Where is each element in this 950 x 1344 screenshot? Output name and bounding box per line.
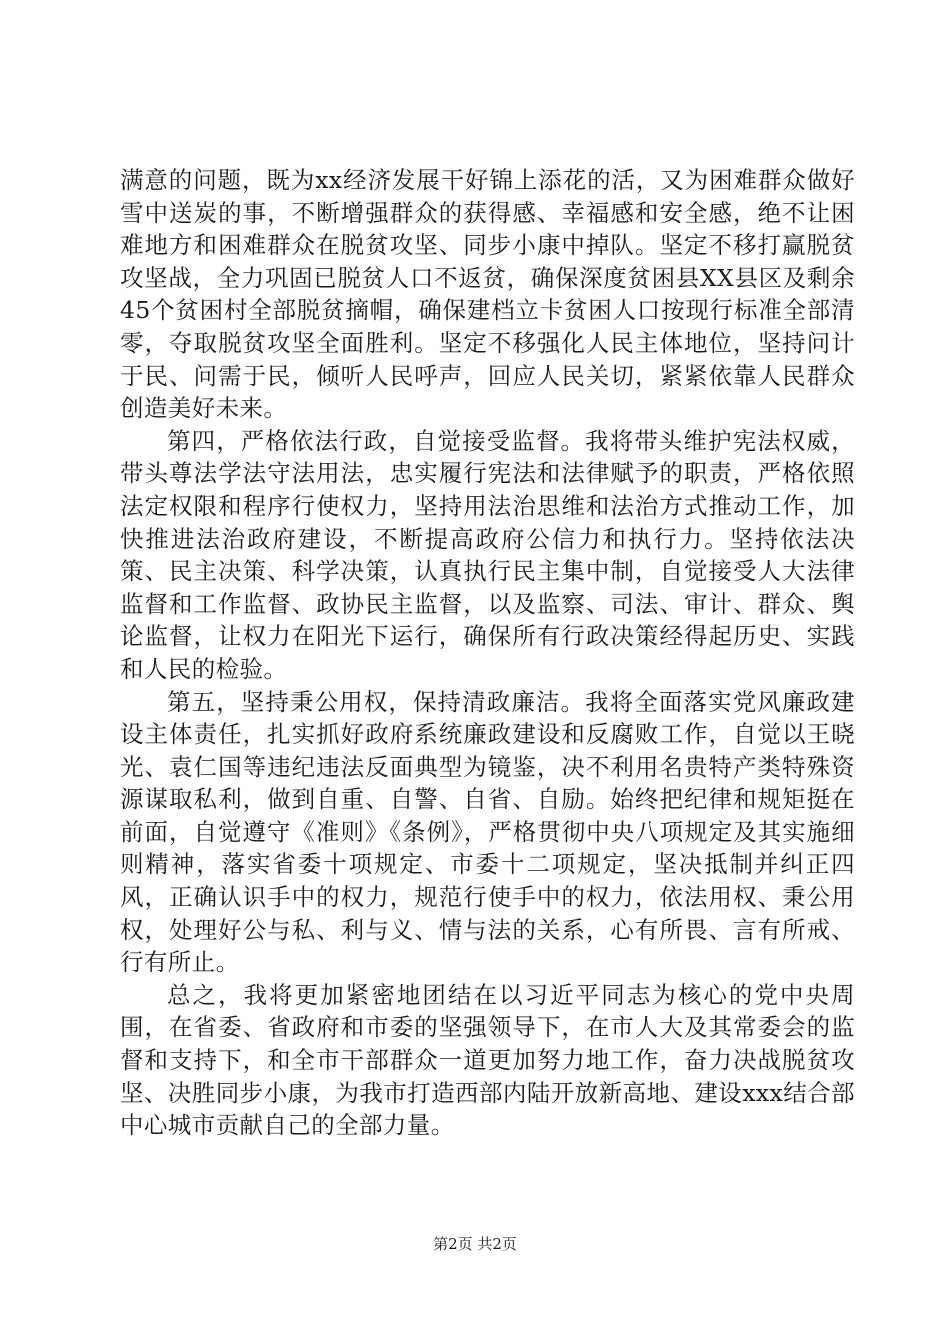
- paragraph-conclusion: 总之，我将更加紧密地团结在以习近平同志为核心的党中央周围，在省委、省政府和市委的坚强领导下，在市人大及其常委会的监督和支持下，和全市干部群众一道更加努力地工作，奋力决战脱贫攻坚、决胜同步小康，为我市打造西部内陆开放新高地、建设xxx结合部中心城市贡献自己的全部力量。: [120, 980, 855, 1140]
- paragraph-fourth: 第四，严格依法行政，自觉接受监督。我将带头维护宪法权威，带头尊法学法守法用法，忠实履行宪法和法律赋予的职责，严格依照法定权限和程序行使权力，坚持用法治思维和法治方式推动工作，加快推进法治政府建设，不断提高政府公信力和执行力。坚持依法决策、民主决策、科学决策，认真执行民主集中制，自觉接受人大法律监督和工作监督、政协民主监督，以及监察、司法、审计、群众、舆论监督，让权力在阳光下运行，确保所有行政决策经得起历史、实践和人民的检验。: [120, 426, 855, 683]
- document-body: [120, 164, 855, 1142]
- page-number-footer: 第2页 共2页: [433, 1235, 517, 1253]
- paragraph-continuation: 满意的问题，既为xx经济发展干好锦上添花的活，又为困难群众做好雪中送炭的事，不断增强群众的获得感、幸福感和安全感，绝不让困难地方和困难群众在脱贫攻坚、同步小康中掉队。坚定不移打赢脱贫攻坚战，全力巩固已脱贫人口不返贫，确保深度贫困县XX县区及剩余45个贫困村全部脱贫摘帽，确保建档立卡贫困人口按现行标准全部清零，夺取脱贫攻坚全面胜利。坚定不移强化人民主体地位，坚持问计于民、问需于民，倾听人民呼声，回应人民关切，紧紧依靠人民群众创造美好未来。: [120, 166, 855, 423]
- paragraph-fifth: 第五，坚持秉公用权，保持清政廉洁。我将全面落实党风廉政建设主体责任，扎实抓好政府系统廉政建设和反腐败工作，自觉以王晓光、袁仁国等违纪违法反面典型为镜鉴，决不利用名贵特产类特殊资源谋取私利，做到自重、自警、自省、自励。始终把纪律和规矩挺在前面，自觉遵守《准则》《条例》，严格贯彻中央八项规定及其实施细则精神，落实省委十项规定、市委十二项规定，坚决抵制并纠正四风，正确认识手中的权力，规范行使手中的权力，依法用权、秉公用权，处理好公与私、利与义、情与法的关系，心有所畏、言有所戒、行有所止。: [120, 687, 855, 977]
